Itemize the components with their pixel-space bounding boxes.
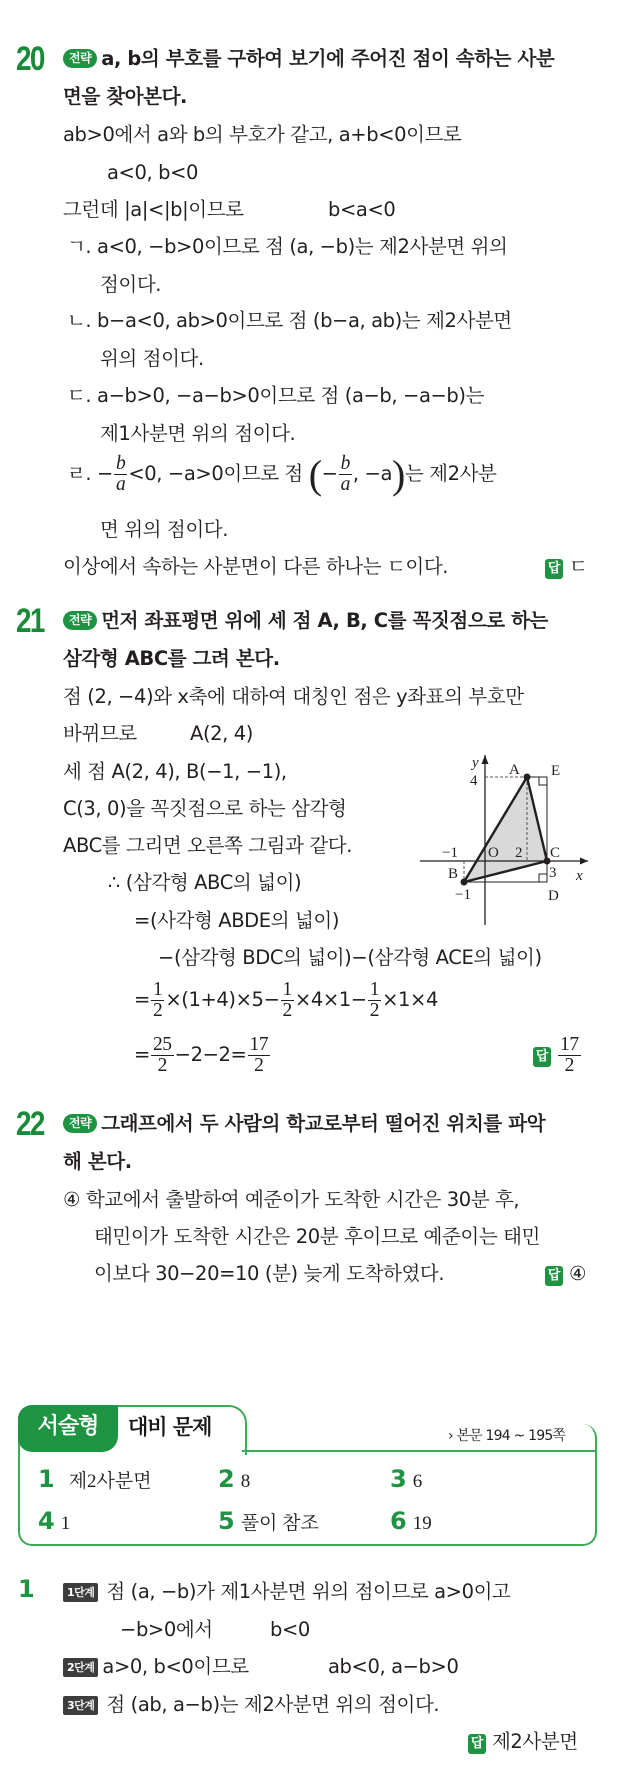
q20-line3b: b<a<0 bbox=[328, 198, 396, 221]
answer-badge: 답 bbox=[468, 1734, 486, 1754]
q21-line5: ABC를 그리면 오른쪽 그림과 같다. bbox=[63, 834, 353, 857]
q20-item-d-1: ㄷ. a−b>0, −a−b>0이므로 점 (a−b, −a−b)는 bbox=[67, 384, 485, 407]
q21-strategy-line1: 전략 먼저 좌표평면 위에 세 점 A, B, C를 꼭짓점으로 하는 bbox=[63, 609, 548, 633]
svg-text:−1: −1 bbox=[442, 845, 458, 861]
sol1-step1-line2b: b<0 bbox=[270, 1618, 310, 1641]
svg-text:O: O bbox=[488, 845, 499, 861]
q21-line2b: A(2, 4) bbox=[190, 722, 253, 745]
summary-answer-5: 5 풀이 참조 bbox=[218, 1507, 319, 1535]
q20-item-d-2: 제1사분면 위의 점이다. bbox=[100, 422, 296, 445]
q21-answer: 답 $\frac{17}{2}$ bbox=[533, 1033, 582, 1077]
q20-item-g-2: 점이다. bbox=[100, 273, 162, 296]
q21-line3: 세 점 A(2, 4), B(−1, −1), bbox=[63, 760, 287, 783]
summary-answer-6: 6 19 bbox=[390, 1507, 432, 1535]
strategy-badge: 전략 bbox=[63, 1114, 97, 1133]
q22-answer: 답 ④ bbox=[545, 1262, 586, 1286]
svg-text:E: E bbox=[551, 763, 561, 779]
strategy-badge: 전략 bbox=[63, 611, 97, 630]
step-badge-2: 2단계 bbox=[63, 1658, 98, 1677]
summary-answer-2: 2 8 bbox=[218, 1465, 251, 1493]
q20-conclusion: 이상에서 속하는 사분면이 다른 하나는 ㄷ이다. bbox=[63, 555, 449, 578]
q21-calc2: = $\frac{25}{2}$ −2−2= $\frac{17}{2}$ bbox=[134, 1034, 269, 1076]
svg-text:C: C bbox=[550, 845, 561, 861]
question-number-21: 21 bbox=[16, 602, 44, 640]
page-reference: › 본문 194 ~ 195쪽 bbox=[448, 1428, 566, 1444]
tab-essay: 서술형 bbox=[18, 1405, 118, 1452]
sol1-step1-line2a: −b>0에서 bbox=[120, 1618, 213, 1641]
q20-line2: a<0, b<0 bbox=[107, 161, 199, 184]
q20-line1: ab>0에서 a와 b의 부호가 같고, a+b<0이므로 bbox=[63, 123, 462, 146]
q21-line2a: 바뀌므로 bbox=[63, 722, 137, 745]
q22-line2: 태민이가 도착한 시간은 20분 후이므로 예준이는 태민 bbox=[94, 1225, 540, 1248]
answer-badge: 답 bbox=[533, 1047, 551, 1067]
sol1-step1-line1: 1단계 점 (a, −b)가 제1사분면 위의 점이므로 a>0이고 bbox=[63, 1580, 511, 1604]
svg-text:4: 4 bbox=[470, 773, 478, 789]
q21-line7: =(사각형 ABDE의 넓이) bbox=[134, 909, 340, 932]
sol1-step3: 3단계 점 (ab, a−b)는 제2사분면 위의 점이다. bbox=[63, 1693, 439, 1717]
svg-text:y: y bbox=[472, 755, 479, 771]
q20-item-n-2: 위의 점이다. bbox=[100, 347, 204, 370]
q21-calc1: = $\frac{1}{2}$ ×(1+4)×5− $\frac{1}{2}$ ×4×1− $\frac{1}{2}$ ×1×4 bbox=[134, 979, 438, 1021]
q22-strategy-line1: 전략 그래프에서 두 사람의 학교로부터 떨어진 위치를 파악 bbox=[63, 1112, 545, 1136]
svg-text:3: 3 bbox=[549, 865, 557, 881]
svg-text:−1: −1 bbox=[455, 887, 471, 903]
q21-line6: ∴ (삼각형 ABC의 넓이) bbox=[108, 871, 302, 894]
step-badge-3: 3단계 bbox=[63, 1696, 98, 1715]
summary-answer-4: 4 1 bbox=[38, 1507, 71, 1535]
summary-answer-1: 1 제2사분면 bbox=[38, 1465, 152, 1493]
sol1-answer: 답 제2사분면 bbox=[468, 1730, 578, 1754]
summary-answer-3: 3 6 bbox=[390, 1465, 423, 1493]
svg-text:x: x bbox=[576, 868, 583, 884]
svg-text:B: B bbox=[448, 866, 459, 882]
q20-answer: 답 ㄷ bbox=[545, 555, 587, 579]
q21-line4: C(3, 0)을 꼭짓점으로 하는 삼각형 bbox=[63, 797, 347, 820]
svg-text:D: D bbox=[548, 888, 559, 904]
question-number-22: 22 bbox=[16, 1105, 44, 1143]
answer-badge: 답 bbox=[545, 559, 563, 579]
q22-line3: 이보다 30−20=10 (분) 늦게 도착하였다. bbox=[94, 1262, 445, 1285]
q20-item-n-1: ㄴ. b−a<0, ab>0이므로 점 (b−a, ab)는 제2사분면 bbox=[67, 309, 512, 332]
sol1-step2b: ab<0, a−b>0 bbox=[328, 1655, 459, 1678]
q22-strategy-line2: 해 본다. bbox=[63, 1150, 132, 1173]
question-number-20: 20 bbox=[16, 40, 44, 78]
tab-prep-problems: 대비 문제 bbox=[128, 1415, 212, 1439]
q20-strategy-line2: 면을 찾아본다. bbox=[63, 85, 188, 108]
sol1-step2: 2단계 a>0, b<0이므로 bbox=[63, 1655, 249, 1679]
q22-line1: ④ 학교에서 출발하여 예준이가 도착한 시간은 30분 후, bbox=[63, 1188, 520, 1211]
q20-item-g-1: ㄱ. a<0, −b>0이므로 점 (a, −b)는 제2사분면 위의 bbox=[67, 235, 508, 258]
svg-text:A: A bbox=[509, 762, 520, 778]
q21-strategy-line2: 삼각형 ABC를 그려 본다. bbox=[63, 647, 280, 670]
summary-box-top-border bbox=[242, 1450, 595, 1452]
step-badge-1: 1단계 bbox=[63, 1583, 98, 1602]
q21-line8: −(삼각형 BDC의 넓이)−(삼각형 ACE의 넓이) bbox=[158, 946, 542, 969]
strategy-badge: 전략 bbox=[63, 49, 97, 68]
solution-number-1: 1 bbox=[18, 1575, 35, 1603]
q20-item-r-1: ㄹ. − $\frac{b}{a}$ <0, −a>0이므로 점 (− $\frac{b}{a}$ , −a)는 제2사분 bbox=[67, 452, 497, 497]
answer-badge: 답 bbox=[545, 1266, 563, 1286]
fraction: $\frac{b}{a}$ bbox=[115, 453, 126, 495]
q20-strategy-line1: 전략 a, b의 부호를 구하여 보기에 주어진 점이 속하는 사분 bbox=[63, 47, 554, 71]
coordinate-plane-figure bbox=[420, 750, 620, 930]
q21-line1: 점 (2, −4)와 x축에 대하여 대칭인 점은 y좌표의 부호만 bbox=[63, 685, 524, 708]
q20-line3a: 그런데 |a|<|b|이므로 bbox=[63, 198, 244, 221]
svg-text:2: 2 bbox=[515, 845, 523, 861]
q20-item-r-2: 면 위의 점이다. bbox=[100, 518, 229, 541]
